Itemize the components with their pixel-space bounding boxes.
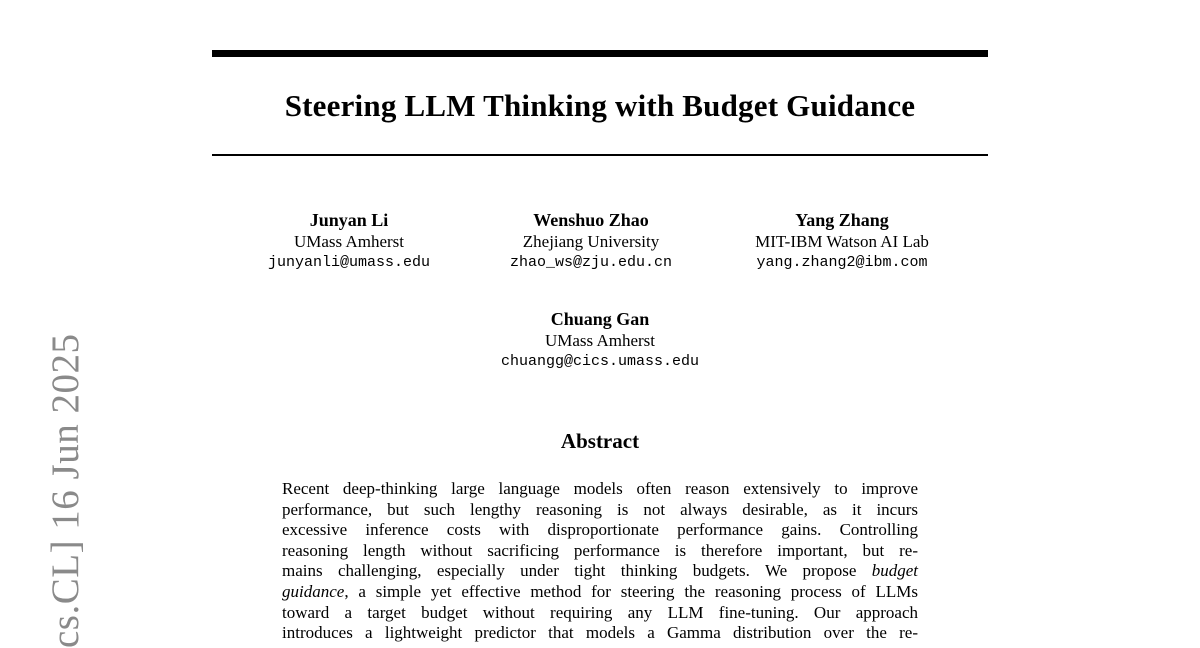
author-email: chuangg@cics.umass.edu [500,353,700,370]
paper-title: Steering LLM Thinking with Budget Guidance [284,88,916,123]
abstract-line: introduces a lightweight predictor that models a Gamma distribution over the re- [282,623,918,643]
author-affiliation: UMass Amherst [293,232,405,251]
abstract-heading: Abstract [560,429,640,453]
author-block [219,209,479,273]
author-affiliation: MIT-IBM Watson AI Lab [755,232,929,251]
author-name: Junyan Li [309,210,389,230]
author-block [712,209,972,273]
abstract-line: excessive inference costs with disproportionate performance gains. Controlling [282,520,918,540]
author-name: Wenshuo Zhao [533,210,649,230]
abstract-line: Recent deep-thinking large language models often reason extensively to improve [282,479,918,498]
author-block [470,308,730,372]
author-affiliation: Zhejiang University [522,232,660,251]
abstract-line: mains challenging, especially under tight thinking budgets. We propose budget [282,561,918,581]
author-email: junyanli@umass.edu [267,254,431,271]
title-top-rule [212,50,988,57]
abstract-body [282,479,918,644]
author-email: zhao_ws@zju.edu.cn [509,254,673,271]
abstract-line: performance, but such lengthy reasoning is not always desirable, as it incurs [282,499,918,519]
abstract-line: guidance, a simple yet effective method for steering the reasoning process of LLMs [282,581,918,601]
abstract-line: toward a target budget without requiring any LLM fine-tuning. Our approach [282,602,918,622]
title-bottom-rule [212,154,988,156]
author-email: yang.zhang2@ibm.com [756,254,928,271]
author-name: Chuang Gan [550,309,650,329]
arxiv-identifier-stamp: cs.CL] 16 Jun 2025 [44,333,87,648]
abstract-line: reasoning length without sacrificing performance is therefore important, but re- [282,540,918,560]
author-affiliation: UMass Amherst [544,331,656,350]
author-block [461,209,721,273]
author-name: Yang Zhang [795,210,889,230]
